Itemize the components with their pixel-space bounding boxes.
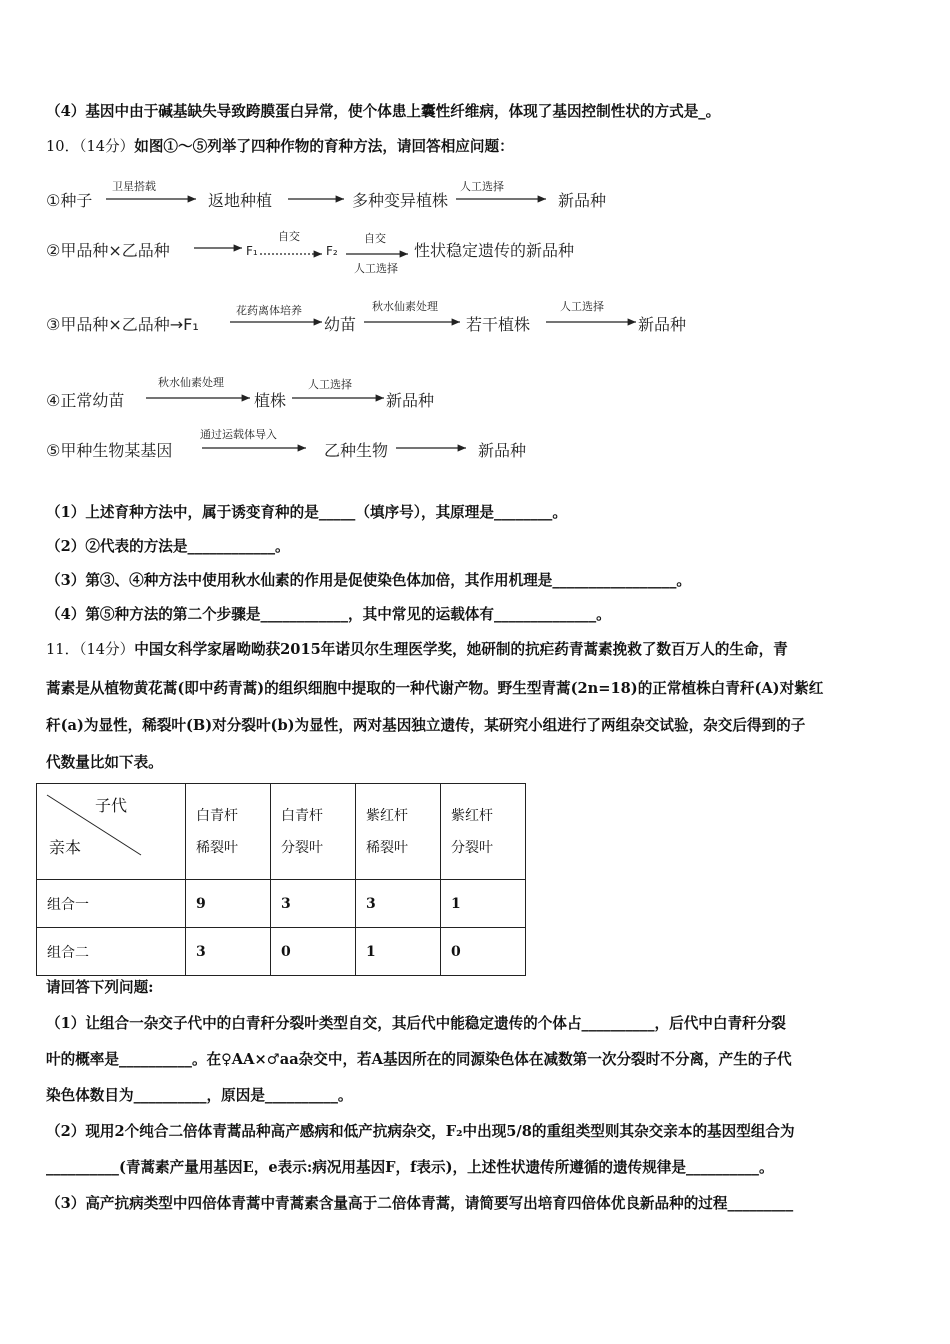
table-header-1 bbox=[186, 784, 271, 880]
r1-variants: 多种变异植株 bbox=[352, 191, 449, 210]
r5-label-vector: 通过运载体导入 bbox=[200, 428, 277, 441]
q11-part3-a: （3）高产抗病类型中四倍体青蒿中青蒿素含量高于二倍体青蒿，请简要写出培育四倍体优良新品种的过程_________ bbox=[46, 1195, 794, 1212]
r2-stable-variety: 性状稳定遗传的新品种 bbox=[414, 241, 575, 260]
corner-parents: 亲本 bbox=[49, 837, 82, 857]
r2-label-selfing1: 自交 bbox=[278, 230, 300, 243]
r3-plants: 若干植株 bbox=[466, 315, 531, 334]
r1-label-satellite: 卫星搭载 bbox=[112, 180, 156, 193]
table-row bbox=[37, 880, 526, 928]
breeding-scheme-diagram bbox=[46, 178, 706, 478]
r3-seedling: 幼苗 bbox=[324, 315, 357, 334]
table-row bbox=[37, 928, 526, 976]
header-3-line2: 稀裂叶 bbox=[366, 839, 408, 856]
q11-part2-a: （2）现用2个纯合二倍体青蒿品种高产感病和低产抗病杂交，F₂中出现5/8的重组类型则其杂交亲本的基因型组合为 bbox=[46, 1123, 795, 1140]
r3-label-anther: 花药离体培养 bbox=[236, 304, 302, 317]
q11-line-2: 蒿素是从植物黄花蒿(即中药青蒿)的组织细胞中提取的一种代谢产物。野生型青蒿(2n=18)的正常植株白青秆(A)对紫红 bbox=[46, 680, 824, 697]
r2-label-selfing2: 自交 bbox=[364, 232, 386, 245]
r4-label-colchicine: 秋水仙素处理 bbox=[158, 376, 224, 389]
q11-line-1 bbox=[46, 640, 910, 660]
row-1-value-2: 3 bbox=[271, 880, 356, 928]
r1-label-selection: 人工选择 bbox=[460, 180, 504, 193]
header-4-line2: 分裂叶 bbox=[451, 839, 493, 856]
r4-new-variety: 新品种 bbox=[386, 391, 435, 410]
q11-stem-a: 中国女科学家屠呦呦获2015年诺贝尔生理医学奖，她研制的抗疟药青蒿素挽救了数百万人的生命，青 bbox=[134, 641, 788, 658]
r2-f2: F₂ bbox=[326, 244, 338, 258]
r2-f1: F₁ bbox=[246, 244, 258, 258]
table-header-2 bbox=[271, 784, 356, 880]
r4-label-selection: 人工选择 bbox=[308, 378, 352, 391]
r1-seed: ①种子 bbox=[46, 191, 93, 210]
q11-part1-a: （1）让组合一杂交子代中的白青秆分裂叶类型自交，其后代中能稳定遗传的个体占__________，后代中白青秆分裂 bbox=[46, 1015, 786, 1032]
q11-line-4: 代数量比如下表。 bbox=[46, 754, 163, 771]
row-1-value-1: 9 bbox=[186, 880, 271, 928]
q10-part3: （3）第③、④种方法中使用秋水仙素的作用是促使染色体加倍，其作用机理是_________________。 bbox=[46, 572, 691, 589]
header-3-line1: 紫红杆 bbox=[366, 807, 408, 824]
r5-organism: 乙种生物 bbox=[324, 441, 389, 460]
row-2-value-4: 0 bbox=[441, 928, 526, 976]
r3-cross: ③甲品种×乙品种→F₁ bbox=[46, 315, 199, 334]
header-2-line2: 分裂叶 bbox=[281, 839, 323, 856]
table-header-3 bbox=[356, 784, 441, 880]
header-1-line2: 稀裂叶 bbox=[196, 839, 238, 856]
row-1-label: 组合一 bbox=[37, 880, 186, 928]
row-2-value-2: 0 bbox=[271, 928, 356, 976]
header-4-line1: 紫红杆 bbox=[451, 807, 493, 824]
r1-new-variety: 新品种 bbox=[558, 191, 607, 210]
header-1-line1: 白青杆 bbox=[196, 807, 238, 824]
row-2-value-1: 3 bbox=[186, 928, 271, 976]
q10-number: 10．（14分） bbox=[46, 138, 135, 155]
r4-plant: 植株 bbox=[254, 391, 287, 410]
q10-part4: （4）第⑤种方法的第二个步骤是____________，其中常见的运载体有______________。 bbox=[46, 606, 611, 623]
q11-part1-b: 叶的概率是__________。在♀AA×♂aa杂交中，若A基因所在的同源染色体在减数第一次分裂时不分离，产生的子代 bbox=[46, 1051, 792, 1068]
r5-gene: ⑤甲种生物某基因 bbox=[46, 441, 173, 460]
corner-offspring: 子代 bbox=[95, 795, 128, 815]
ask-prompt: 请回答下列问题: bbox=[46, 979, 154, 996]
q11-number: 11．（14分） bbox=[46, 641, 135, 658]
table-header-4 bbox=[441, 784, 526, 880]
q11-part2-b: __________(青蒿素产量用基因E，e表示:病况用基因F，f表示)，上述性状遗传所遵循的遗传规律是__________。 bbox=[46, 1159, 774, 1176]
cross-results-table bbox=[36, 783, 526, 976]
r4-seedling: ④正常幼苗 bbox=[46, 391, 125, 410]
header-2-line1: 白青杆 bbox=[281, 807, 323, 824]
r3-label-selection: 人工选择 bbox=[560, 300, 604, 313]
row-1-value-3: 3 bbox=[356, 880, 441, 928]
row-1-value-4: 1 bbox=[441, 880, 526, 928]
q10-part1: （1）上述育种方法中，属于诱变育种的是_____（填序号），其原理是________。 bbox=[46, 504, 567, 521]
r2-label-selection: 人工选择 bbox=[354, 262, 398, 275]
table-corner-cell bbox=[37, 784, 186, 880]
q10-stem: 如图①～⑤列举了四种作物的育种方法，请回答相应问题： bbox=[134, 138, 514, 155]
q10-title bbox=[46, 137, 910, 157]
r5-new-variety: 新品种 bbox=[478, 441, 527, 460]
q11-line-3: 秆(a)为显性，稀裂叶(B)对分裂叶(b)为显性，两对基因独立遗传，某研究小组进行了两组杂交试验，杂交后得到的子 bbox=[46, 717, 806, 734]
table-header-row bbox=[37, 784, 526, 880]
q10-part2: （2）②代表的方法是____________。 bbox=[46, 538, 290, 555]
row-2-label: 组合二 bbox=[37, 928, 186, 976]
r3-new-variety: 新品种 bbox=[638, 315, 687, 334]
r1-return: 返地种植 bbox=[208, 191, 273, 210]
row-2-value-3: 1 bbox=[356, 928, 441, 976]
q9-part4: （4）基因中由于碱基缺失导致跨膜蛋白异常，使个体患上囊性纤维病，体现了基因控制性状的方式是_。 bbox=[46, 103, 721, 120]
r2-cross: ②甲品种×乙品种 bbox=[46, 241, 170, 260]
q11-part1-c: 染色体数目为__________，原因是__________。 bbox=[46, 1087, 353, 1104]
r3-label-colchicine: 秋水仙素处理 bbox=[372, 300, 438, 313]
